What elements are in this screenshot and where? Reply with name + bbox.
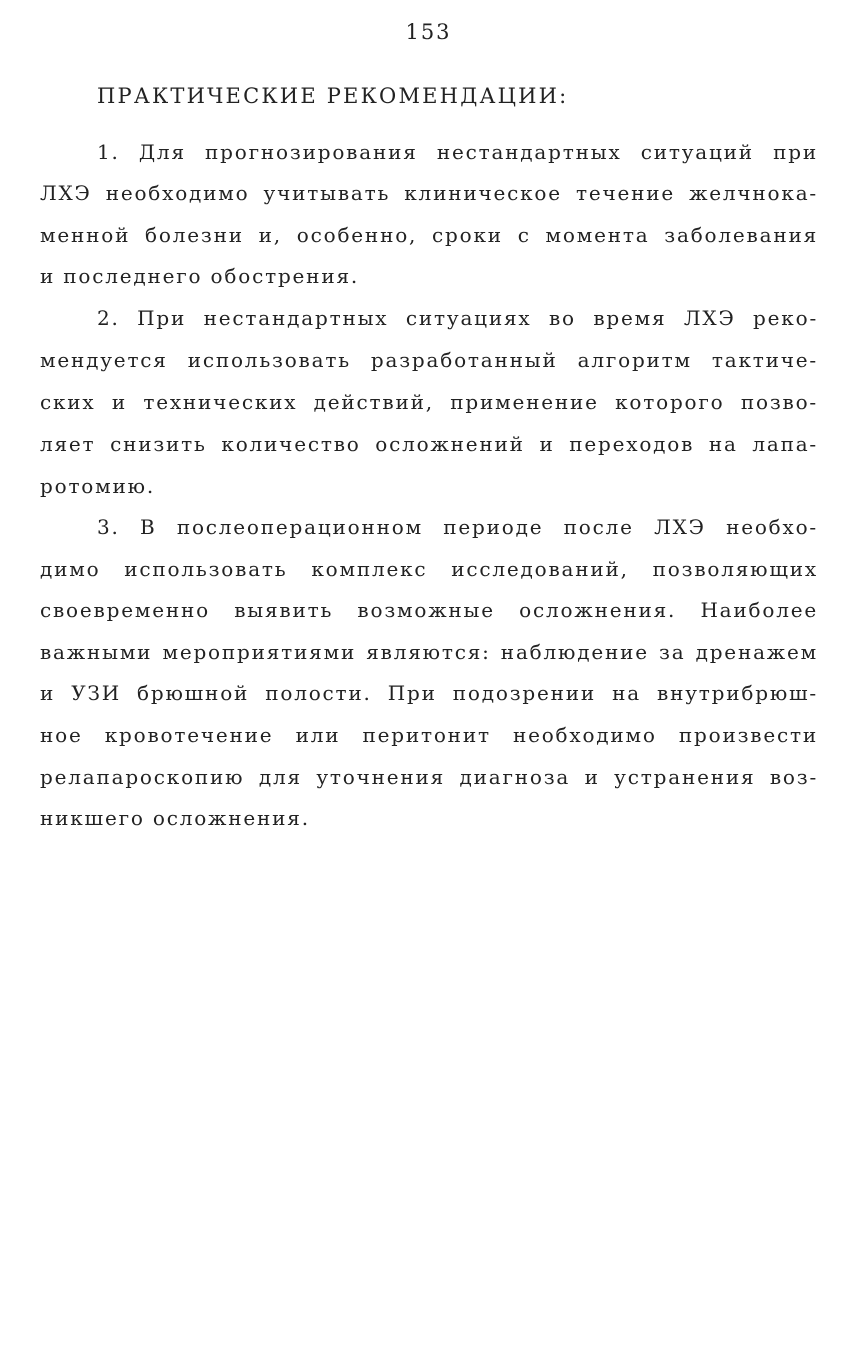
paragraph-line: ЛХЭ необходимо учитывать клиническое течение желчнока- — [40, 181, 818, 205]
paragraph-line: 2. При нестандартных ситуациях во время ЛХЭ реко- — [97, 306, 818, 330]
paragraph-line: мендуется использовать разработанный алгоритм тактиче- — [40, 348, 818, 372]
paragraph-line: важными мероприятиями являются: наблюдение за дренажем — [40, 640, 818, 664]
paragraph-line: ротомию. — [40, 474, 156, 498]
paragraph-line: и последнего обострения. — [40, 264, 360, 288]
paragraph-line: своевременно выявить возможные осложнения. Наиболее — [40, 598, 818, 622]
paragraph-line: релапароскопию для уточнения диагноза и устранения воз- — [40, 765, 818, 789]
paragraph-line: менной болезни и, особенно, сроки с момента заболевания — [40, 223, 818, 247]
section-heading: ПРАКТИЧЕСКИЕ РЕКОМЕНДАЦИИ: — [97, 84, 569, 108]
paragraph-line: никшего осложнения. — [40, 806, 310, 830]
paragraph-line: 1. Для прогнозирования нестандартных ситуаций при — [97, 140, 818, 164]
paragraph-line: ное кровотечение или перитонит необходимо произвести — [40, 723, 818, 747]
paragraph-line: 3. В послеоперационном периоде после ЛХЭ необхо- — [97, 515, 818, 539]
paragraph-line: димо использовать комплекс исследований, позволяющих — [40, 557, 818, 581]
paragraph-line: ляет снизить количество осложнений и переходов на лапа- — [40, 432, 818, 456]
paragraph-line: ских и технических действий, применение которого позво- — [40, 390, 818, 414]
paragraph-line: и УЗИ брюшной полости. При подозрении на внутрибрюш- — [40, 681, 818, 705]
page-number: 153 — [405, 20, 452, 44]
